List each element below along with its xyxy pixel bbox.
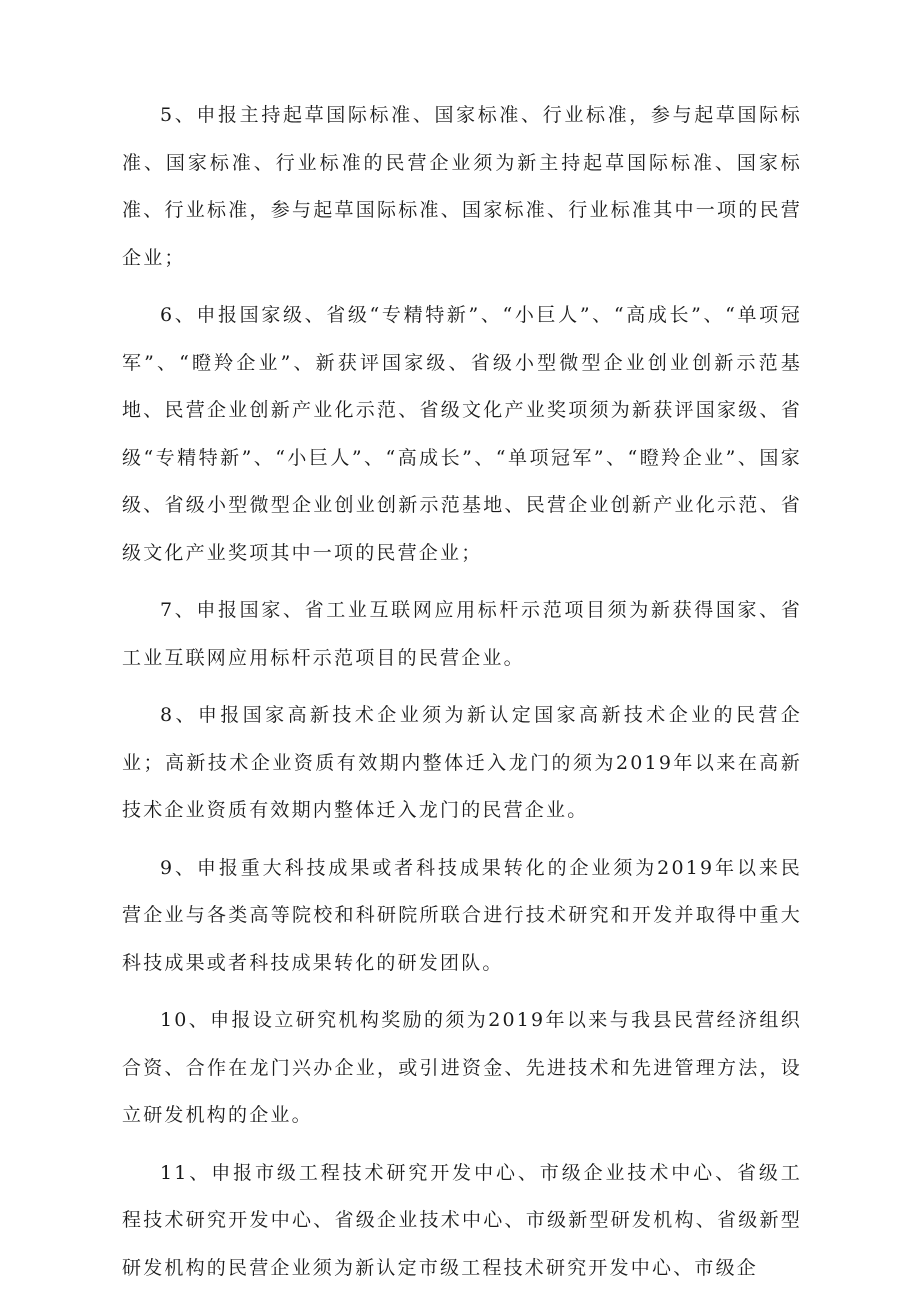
paragraph-item-6: 6、申报国家级、省级“专精特新”、“小巨人”、“高成长”、“单项冠军”、“瞪羚企业”、新获评国家级、省级小型微型企业创业创新示范基地、民营企业创新产业化示范、省级文化产业奖项须为新获评国家级、省级“专精特新”、“小巨人”、“高成长”、“单项冠军”、“瞪羚企业”、国家级、省级小型微型企业创业创新示范基地、民营企业创新产业化示范、省级文化产业奖项其中一项的民营企业； — [122, 304, 802, 564]
paragraph-item-7: 7、申报国家、省工业互联网应用标杆示范项目须为新获得国家、省工业互联网应用标杆示范项目的民营企业。 — [122, 599, 802, 669]
paragraph-item-8: 8、申报国家高新技术企业须为新认定国家高新技术企业的民营企业；高新技术企业资质有效期内整体迁入龙门的须为2019年以来在高新技术企业资质有效期内整体迁入龙门的民营企业。 — [122, 704, 802, 821]
paragraph-item-5: 5、申报主持起草国际标准、国家标准、行业标准，参与起草国际标准、国家标准、行业标准的民营企业须为新主持起草国际标准、国家标准、行业标准，参与起草国际标准、国家标准、行业标准其中一项的民营企业； — [122, 104, 802, 269]
paragraph-item-10: 10、申报设立研究机构奖励的须为2019年以来与我县民营经济组织合资、合作在龙门兴办企业，或引进资金、先进技术和先进管理方法，设立研发机构的企业。 — [122, 1009, 802, 1126]
paragraph-item-11: 11、申报市级工程技术研究开发中心、市级企业技术中心、省级工程技术研究开发中心、省级企业技术中心、市级新型研发机构、省级新型研发机构的民营企业须为新认定市级工程技术研究开发中心、市级企 — [122, 1161, 802, 1279]
document-body — [122, 92, 802, 1302]
paragraph-item-9: 9、申报重大科技成果或者科技成果转化的企业须为2019年以来民营企业与各类高等院校和科研院所联合进行技术研究和开发并取得中重大科技成果或者科技成果转化的研发团队。 — [122, 856, 802, 974]
